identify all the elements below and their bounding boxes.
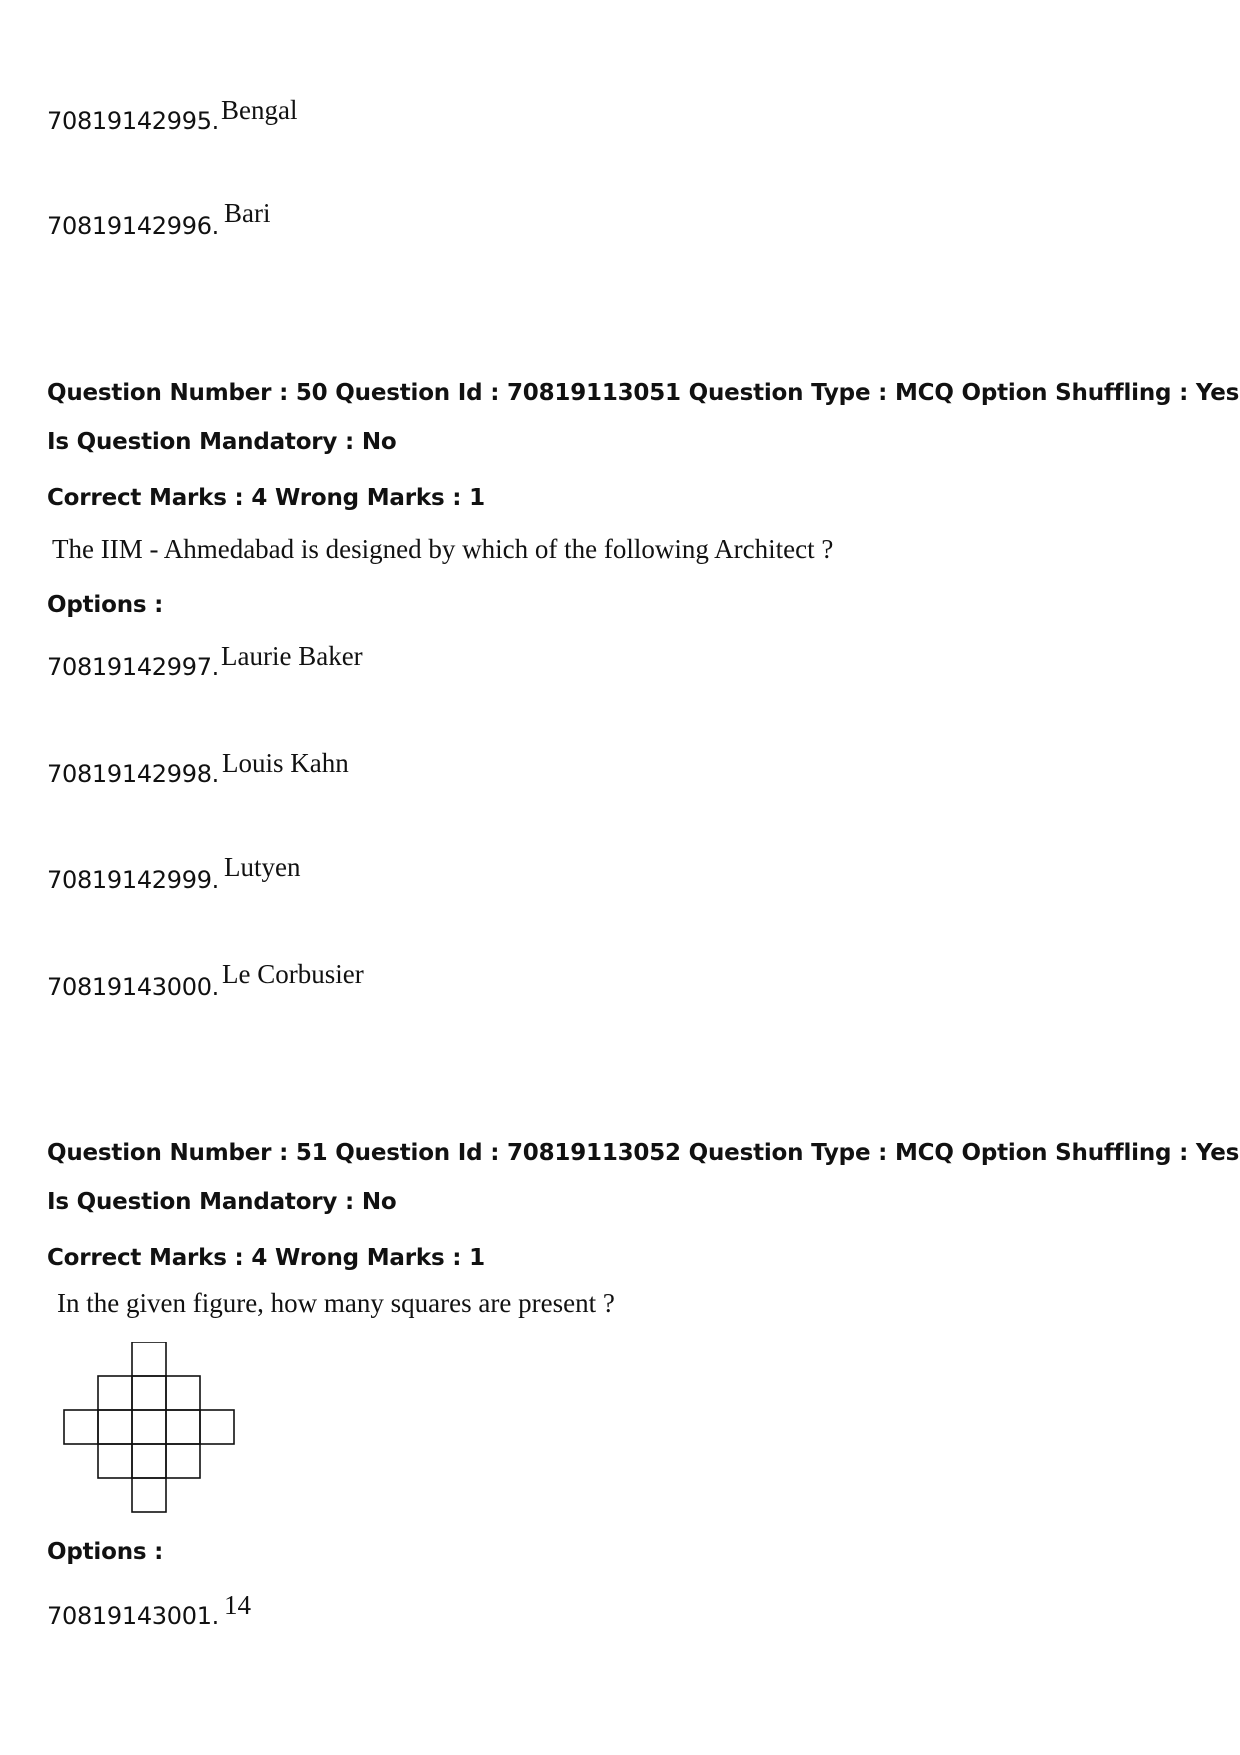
question-text: In the given figure, how many squares are present ?: [57, 1288, 615, 1318]
option-id: 70819143001.: [47, 1602, 219, 1630]
option-text: Bengal: [221, 95, 298, 125]
question-marks: Correct Marks : 4 Wrong Marks : 1: [47, 485, 485, 511]
option-text: Louis Kahn: [222, 748, 349, 778]
figure-square: [132, 1478, 166, 1512]
figure-square: [132, 1444, 166, 1478]
options-label: Options :: [47, 1539, 164, 1565]
question-mandatory: Is Question Mandatory : No: [47, 1189, 397, 1215]
question-text: The IIM - Ahmedabad is designed by which of the following Architect ?: [52, 534, 834, 564]
figure-square: [166, 1444, 200, 1478]
option-text: Lutyen: [224, 852, 301, 882]
option-id: 70819142995.: [47, 107, 219, 135]
option-text: Bari: [224, 198, 271, 228]
figure-square: [132, 1342, 166, 1376]
option-id: 70819142999.: [47, 866, 219, 894]
figure-square: [98, 1410, 132, 1444]
figure-square: [132, 1376, 166, 1410]
option-id: 70819142996.: [47, 212, 219, 240]
option-id: 70819143000.: [47, 973, 219, 1001]
squares-figure: [62, 1342, 237, 1517]
question-mandatory: Is Question Mandatory : No: [47, 429, 397, 455]
option-id: 70819142997.: [47, 653, 219, 681]
option-text: Laurie Baker: [221, 641, 363, 671]
figure-square: [98, 1444, 132, 1478]
question-marks: Correct Marks : 4 Wrong Marks : 1: [47, 1245, 485, 1271]
option-text: 14: [224, 1590, 251, 1620]
figure-square: [166, 1376, 200, 1410]
figure-square: [200, 1410, 234, 1444]
options-label: Options :: [47, 592, 164, 618]
figure-square: [64, 1410, 98, 1444]
figure-square: [166, 1410, 200, 1444]
question-header: Question Number : 50 Question Id : 70819113051 Question Type : MCQ Option Shuffling : Yes: [47, 380, 1240, 406]
question-header: Question Number : 51 Question Id : 70819113052 Question Type : MCQ Option Shuffling : Yes: [47, 1140, 1240, 1166]
figure-square: [132, 1410, 166, 1444]
option-text: Le Corbusier: [222, 959, 364, 989]
option-id: 70819142998.: [47, 760, 219, 788]
figure-square: [98, 1376, 132, 1410]
